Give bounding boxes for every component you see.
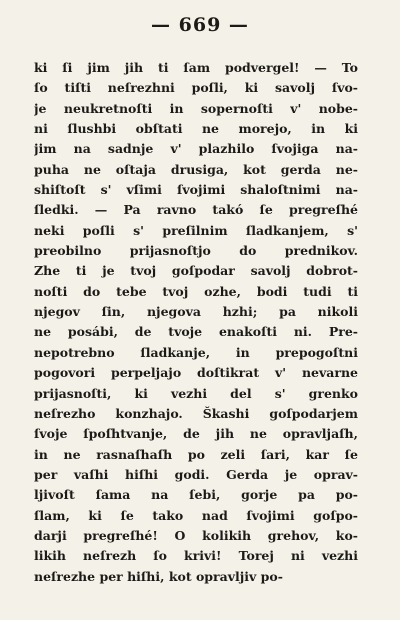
text-line: Zhe ti je tvoj goſpodar savolj dobrot- [34, 263, 358, 279]
text-line: pogovori perpeljajo doſtikrat v' nevarne [34, 365, 358, 381]
text-line: ki ſi jim jih ti ſam podvergel! — To [34, 60, 358, 75]
text-line: jim na sadnje v' plazhilo ſvojiga na- [34, 141, 358, 157]
text-line: ſvoje ſpoſhtvanje, de jih ne opravljaſh, [34, 426, 358, 442]
text-line: noſti do tebe tvoj ozhe, bodi tudi ti [34, 283, 358, 299]
text-line: je neukretnoſti in sopernoſti v' nobe- [34, 100, 358, 116]
text-line: nepotrebno ſladkanje, in prepogoſtni [34, 344, 358, 360]
text-line: neki poſli s' preſilnim ſladkanjem, s' [34, 222, 358, 238]
body-text [34, 58, 358, 587]
text-line: ne posábi, de tvoje enakoſti ni. Pre- [34, 324, 358, 340]
text-line: per vaſhi hiſhi godi. Gerda je oprav- [34, 466, 358, 482]
text-line: ſledki. — Pa ravno takó ſe pregreſhé [34, 202, 358, 218]
text-line: ni ſlushbi obſtati ne morejo, in ki [34, 121, 358, 137]
text-line: njegov ſin, njegova hzhi; pa nikoli [34, 304, 358, 320]
text-line: neſrezho konzhajo. Škashi goſpodarjem [34, 405, 358, 421]
text-line: darji pregreſhé! O kolikih grehov, ko- [34, 527, 358, 543]
text-line: puha ne oſtaja drusiga, kot gerda ne- [34, 161, 358, 177]
text-line: ſo tiſti neſrezhni poſli, ki savolj ſvo- [34, 80, 358, 96]
text-line: ſlam, ki ſe tako nad ſvojimi goſpo- [34, 507, 358, 523]
text-line: in ne rasnaſhaſh po zeli ſari, kar ſe [34, 446, 358, 462]
page-number: — 669 — [151, 14, 249, 36]
text-line: neſrezhe per hiſhi, kot opravljiv po- [34, 568, 283, 584]
text-line: prijasnoſti, ki vezhi del s' grenko [34, 385, 358, 401]
text-line: shiſtoſt s' vſimi ſvojimi shaloſtnimi na- [34, 182, 358, 198]
text-line: preobilno prijasnoſtjo do prednikov. [34, 243, 358, 259]
text-line: likih neſrezh ſo krivi! Torej ni vezhi [34, 548, 358, 564]
text-line: ljivoſt ſama na ſebi, gorje pa po- [34, 487, 358, 503]
